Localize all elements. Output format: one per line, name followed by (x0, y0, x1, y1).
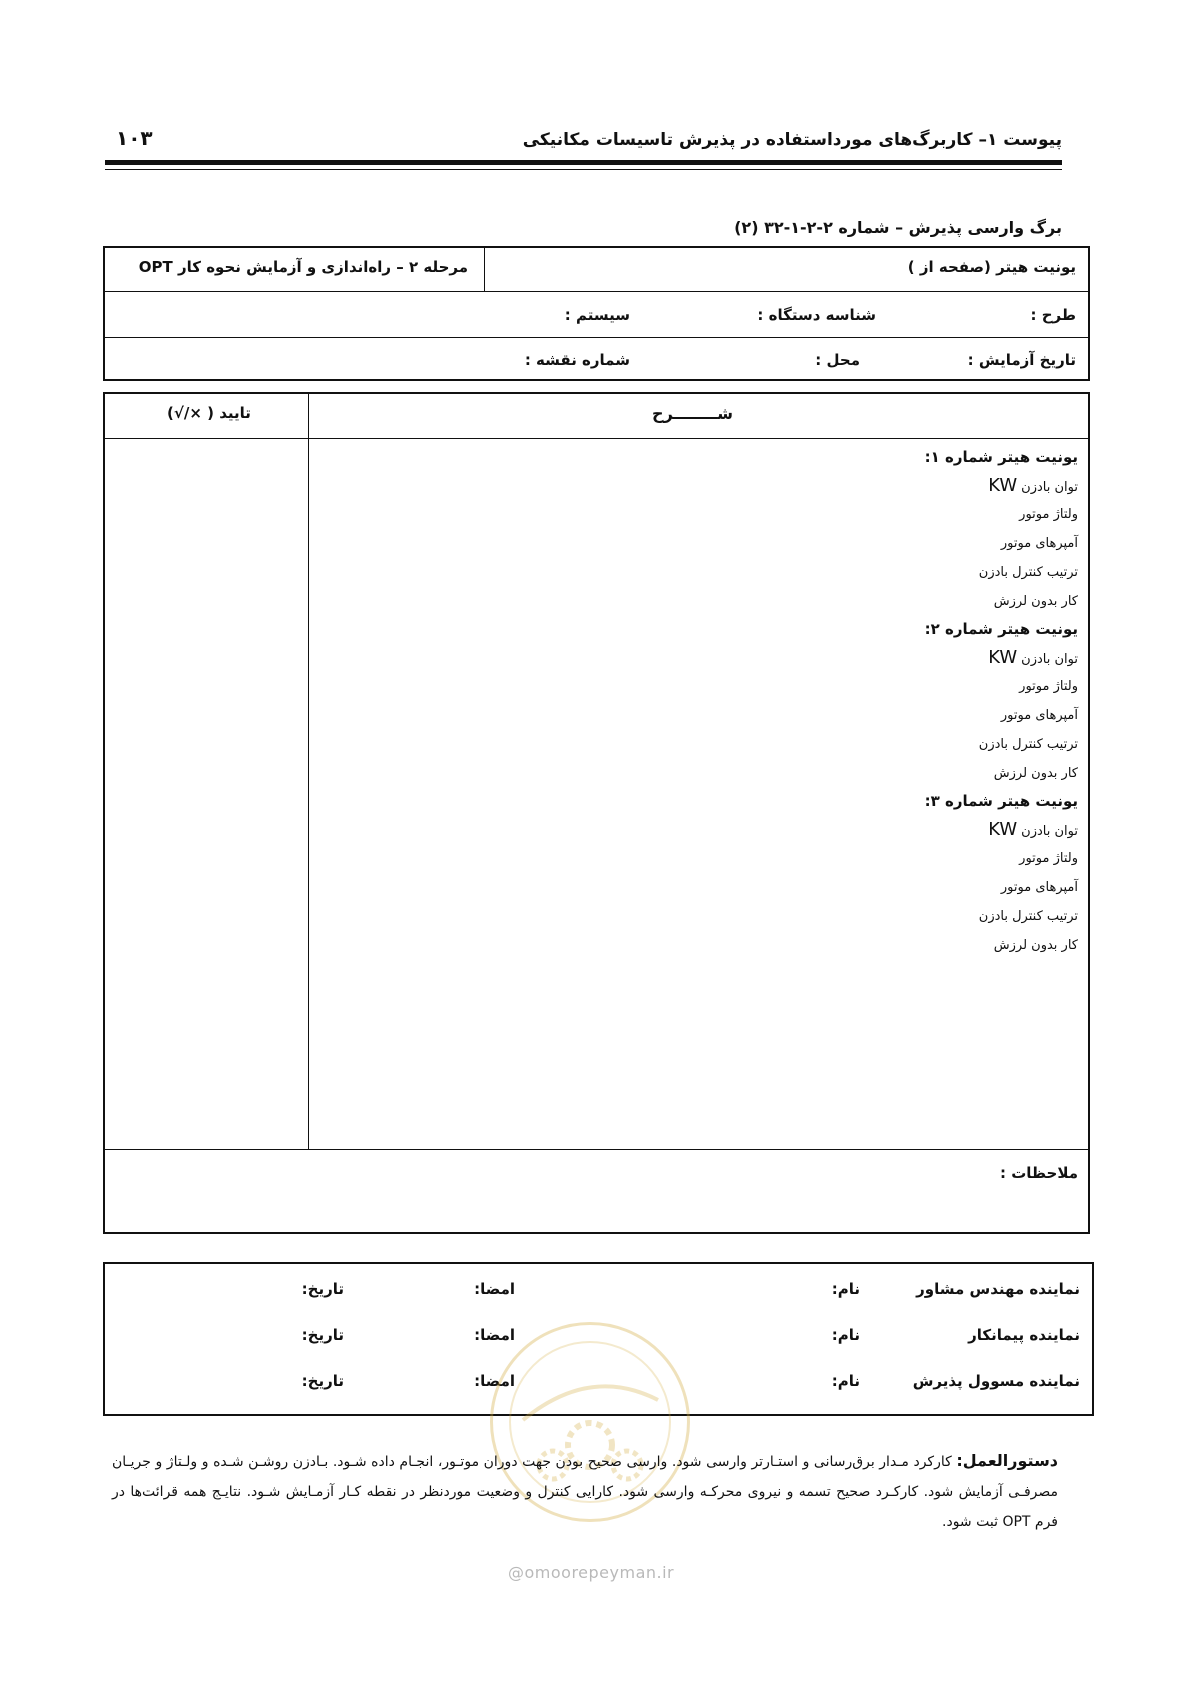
list-item: کار بدون لرزش (993, 766, 1078, 781)
info-row-line (105, 337, 1088, 338)
signature-role: نماینده مسوول پذیرش (912, 1372, 1080, 1390)
info-divider (484, 248, 485, 291)
date-label: تاریخ: (301, 1326, 344, 1344)
sign-label: امضا: (474, 1280, 515, 1298)
unit-block (478, 616, 1078, 788)
system-label: سیستم : (564, 306, 630, 324)
sign-label: امضا: (474, 1326, 515, 1344)
unit-kw: KW (988, 819, 1018, 840)
instructions (112, 1446, 1058, 1537)
unit-kw: KW (988, 475, 1018, 496)
list-item: ترتیب کنترل بادزن (978, 909, 1078, 924)
project-label: طرح : (1030, 306, 1076, 324)
item-label: توان بادزن (1021, 824, 1078, 839)
unit-block (478, 788, 1078, 960)
approve-header: تایید ( ×/√) (167, 404, 251, 422)
unit-title: یونیت هیتر شماره ۲: (924, 620, 1078, 638)
list-item: ولتاژ موتور (1019, 851, 1078, 866)
running-title: پیوست ۱– کاربرگ‌های مورداستفاده در پذیرش تاسیسات مکانیکی (522, 130, 1062, 150)
header-rule-thin (105, 169, 1062, 170)
unit-kw: KW (988, 647, 1018, 668)
device-id-label: شناسه دستگاه : (757, 306, 876, 324)
signature-role: نماینده پیمانکار (968, 1326, 1080, 1344)
list-item: آمپرهای موتور (1000, 708, 1078, 723)
date-label: تاریخ: (301, 1280, 344, 1298)
list-item (478, 471, 1078, 500)
list-item: کار بدون لرزش (993, 594, 1078, 609)
list-item: ولتاژ موتور (1019, 679, 1078, 694)
list-item: ترتیب کنترل بادزن (978, 737, 1078, 752)
item-label: توان بادزن (1021, 652, 1078, 667)
list-item (478, 643, 1078, 672)
unit-list (478, 444, 1078, 960)
sign-label: امضا: (474, 1372, 515, 1390)
form-title: برگ وارسی پذیرش – شماره ۲-۲-۱-۳۲ (۲) (734, 218, 1062, 237)
list-item (478, 815, 1078, 844)
description-header: شــــــــرح (652, 404, 733, 423)
drawing-number-label: شماره نقشه : (524, 351, 630, 369)
inspection-table (103, 392, 1090, 1234)
list-item: ترتیب کنترل بادزن (978, 565, 1078, 580)
table-remarks-line (105, 1149, 1088, 1150)
remarks-label: ملاحظات : (999, 1164, 1078, 1182)
item-label: توان بادزن (1021, 480, 1078, 495)
watermark-site: @omoorepeyman.ir (508, 1563, 675, 1582)
info-table (103, 246, 1090, 381)
table-column-divider (308, 394, 309, 1149)
header-rule-thick (105, 160, 1062, 165)
list-item: آمپرهای موتور (1000, 536, 1078, 551)
stage-label: مرحله ۲ – راه‌اندازی و آزمایش نحوه کار OPT (138, 258, 468, 276)
signature-row (105, 1280, 1092, 1310)
list-item: کار بدون لرزش (993, 938, 1078, 953)
unit-page-label: یونیت هیتر (صفحه از ) (907, 258, 1076, 276)
test-date-label: تاریخ آزمایش : (967, 351, 1076, 369)
unit-title: یونیت هیتر شماره ۳: (924, 792, 1078, 810)
unit-block (478, 444, 1078, 616)
page-number: ۱۰۳ (116, 126, 153, 150)
instructions-label: دستورالعمل: (956, 1451, 1059, 1470)
instructions-text: کارکرد مـدار برق‌رسانی و استـارتر وارسی شود. وارسی صحیح بودن جهت دوران موتـور، انجـام داده شـود. بـادزن روشـن شـده و ولـتاژ و جریـان مصرفـی آزمایش شود. کارکـرد صحیح تسمه و نیروی محرکـه وارسی شود. کارایی کنترل و وضعیت موردنظر در نقطه کـار آزمـایش شـود. نتایـج همه قرائت‌ها در فرم OPT ثبت شود. (112, 1454, 1058, 1530)
unit-title: یونیت هیتر شماره ۱: (924, 448, 1078, 466)
list-item: ولتاژ موتور (1019, 507, 1078, 522)
name-label: نام: (831, 1280, 860, 1298)
list-item: آمپرهای موتور (1000, 880, 1078, 895)
location-label: محل : (815, 351, 860, 369)
signature-role: نماینده مهندس مشاور (916, 1280, 1080, 1298)
name-label: نام: (831, 1326, 860, 1344)
info-row-line (105, 291, 1088, 292)
date-label: تاریخ: (301, 1372, 344, 1390)
table-header-line (105, 438, 1088, 439)
name-label: نام: (831, 1372, 860, 1390)
